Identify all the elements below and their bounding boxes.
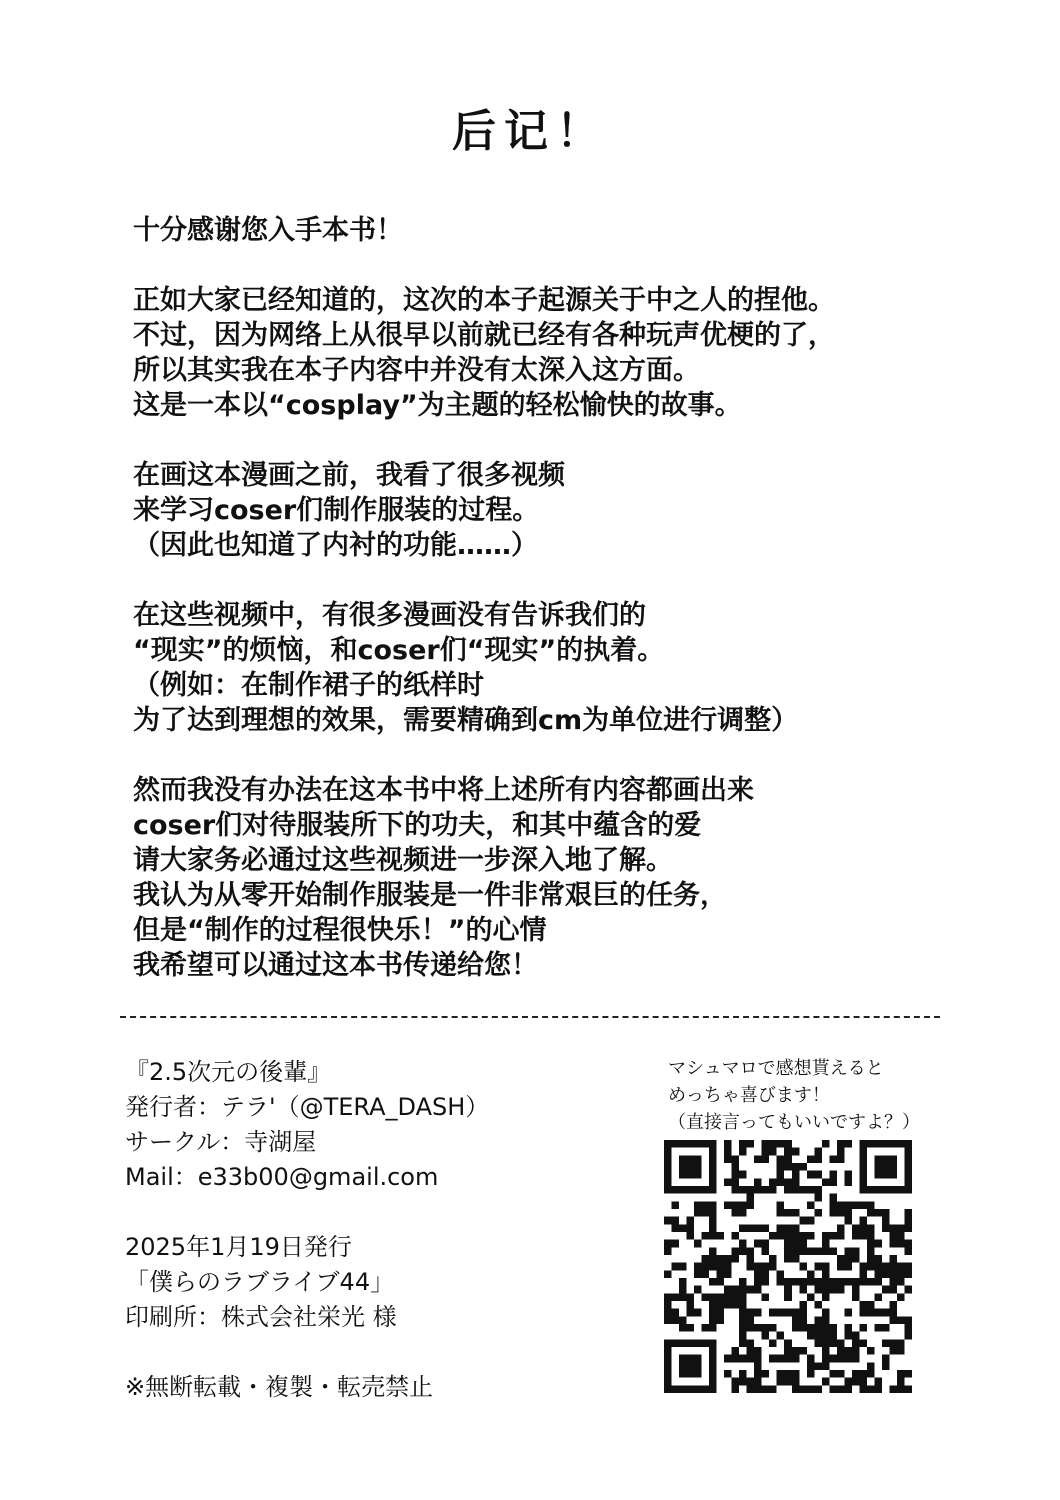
qr-note-line: （直接言ってもいいですよ？）: [668, 1112, 920, 1133]
text-line: 十分感谢您入手本书！: [133, 215, 403, 246]
publish-date: 2025年1月19日発行: [125, 1233, 352, 1261]
circle-name: サークル：寺湖屋: [125, 1128, 317, 1156]
qr-note-line: めっちゃ喜びます！: [668, 1085, 830, 1106]
text-line: （因此也知道了内衬的功能……）: [133, 530, 538, 561]
text-line: 来学习coser们制作服装的过程。: [133, 495, 540, 526]
text-line: 在这些视频中，有很多漫画没有告诉我们的: [133, 600, 646, 631]
paragraph: [133, 458, 993, 563]
text-line: 这是一本以“cosplay”为主题的轻松愉快的故事。: [133, 390, 742, 421]
text-line: 正如大家已经知道的，这次的本子起源关于中之人的捏他。: [133, 285, 835, 316]
qr-note-line: マシュマロで感想貰えると: [668, 1058, 884, 1079]
paragraph: [133, 213, 993, 248]
text-line: 在画这本漫画之前，我看了很多视频: [133, 460, 565, 491]
paragraph: [133, 773, 993, 983]
text-line: 所以其实我在本子内容中并没有太深入这方面。: [133, 355, 700, 386]
page-title: 后记！: [452, 106, 608, 157]
mail-address: Mail：e33b00@gmail.com: [125, 1163, 439, 1191]
text-line: coser们对待服装所下的功夫，和其中蕴含的爱: [133, 810, 702, 841]
afterword-body: [133, 213, 993, 1018]
paragraph: [133, 598, 993, 738]
text-line: “现实”的烦恼，和coser们“现实”的执着。: [133, 635, 665, 666]
text-line: （例如：在制作裙子的纸样时: [133, 670, 484, 701]
book-title: 『2.5次元の後輩』: [125, 1058, 332, 1086]
event-name: 「僕らのラブライブ44」: [125, 1268, 395, 1296]
paragraph: [133, 283, 993, 423]
text-line: 然而我没有办法在这本书中将上述所有内容都画出来: [133, 775, 754, 806]
text-line: 我认为从零开始制作服装是一件非常艰巨的任务，: [133, 880, 727, 911]
text-line: 但是“制作的过程很快乐！”的心情: [133, 915, 547, 946]
copyright-notice: ※無断転載・複製・転売禁止: [125, 1373, 434, 1401]
text-line: 为了达到理想的效果，需要精确到cm为单位进行调整）: [133, 705, 799, 736]
colophon: [125, 1055, 625, 1440]
dashed-divider: [120, 1016, 940, 1018]
publisher: 発行者：テラ'（@TERA_DASH）: [125, 1093, 490, 1121]
text-line: 不过，因为网络上从很早以前就已经有各种玩声优梗的了，: [133, 320, 835, 351]
qr-code-icon[interactable]: [664, 1140, 912, 1393]
text-line: 我希望可以通过这本书传递给您！: [133, 950, 538, 981]
qr-note: [668, 1055, 968, 1136]
text-line: 请大家务必通过这些视频进一步深入地了解。: [133, 845, 673, 876]
printer: 印刷所：株式会社栄光 様: [125, 1303, 397, 1331]
